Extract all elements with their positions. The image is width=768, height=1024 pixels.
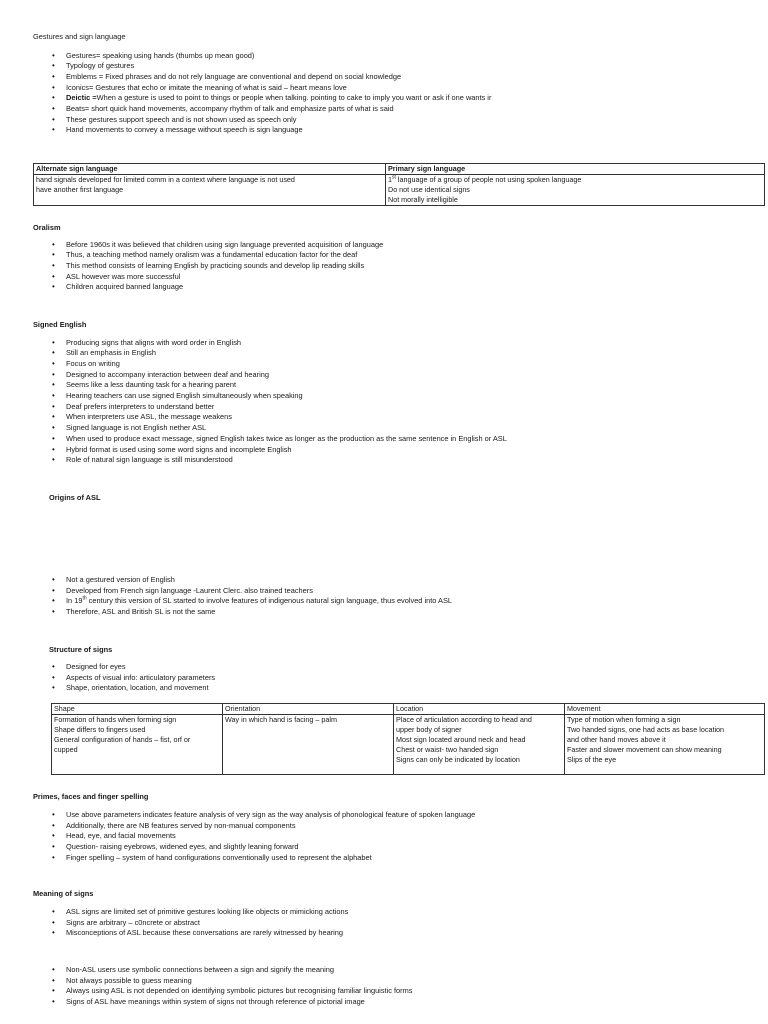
list-item: • Thus, a teaching method namely oralism was a fundamental education factor for the deaf: [33, 250, 383, 261]
intro-bullet-list: [33, 51, 491, 137]
oralism-bullet-list: [33, 240, 383, 294]
origins-bullet-list: [33, 575, 452, 618]
list-item: • Misconceptions of ASL because these conversations are rarely witnessed by hearing: [33, 928, 348, 939]
list-item: • Emblems = Fixed phrases and do not rely language are conventional and depend on social knowledge: [33, 72, 491, 83]
structure-bullet-list: [33, 662, 215, 694]
table-cell: Type of motion when forming a sign Two handed signs, one had acts as base location and other hand moves above it Faster and slower movement can show meaning Slips of the eye: [565, 715, 765, 775]
primes-bullet-list: [33, 810, 475, 864]
table-header: Orientation: [223, 704, 394, 715]
list-item: • Always using ASL is not depended on identifying symbolic pictures but recognising familiar linguistic forms: [33, 986, 412, 997]
list-item: • Use above parameters indicates feature analysis of very sign as the way analysis of phonological feature of spoken language: [33, 810, 475, 821]
list-item: • Aspects of visual info: articulatory parameters: [33, 673, 215, 684]
meaning-bullet-list-b: [33, 965, 412, 1008]
list-item: • Head, eye, and facial movements: [33, 831, 475, 842]
deictic-term: Deictic =: [66, 93, 97, 103]
sign-language-types-table: [33, 163, 765, 206]
table-header: Movement: [565, 704, 765, 715]
list-item: • These gestures support speech and is not shown used as speech only: [33, 115, 491, 126]
section-heading-meaning-of-signs: Meaning of signs: [33, 889, 94, 898]
page-title: Gestures and sign language: [33, 32, 126, 41]
list-item: • Therefore, ASL and British SL is not the same: [33, 607, 452, 618]
list-item: • Hearing teachers can use signed English simultaneously when speaking: [33, 391, 507, 402]
list-item: • Developed from French sign language -Laurent Clerc. also trained teachers: [33, 586, 452, 597]
section-heading-signed-english: Signed English: [33, 320, 87, 329]
list-item: • Gestures= speaking using hands (thumbs up mean good): [33, 51, 491, 62]
table-cell: Place of articulation according to head and upper body of signer Most sign located around neck and head Chest or waist- two handed sign Signs can only be indicated by location: [394, 715, 565, 775]
table-cell: Formation of hands when forming sign Shape differs to fingers used General configuration of hands – fist, orf or cupped: [52, 715, 223, 775]
list-item: • Signed language is not English nether ASL: [33, 423, 507, 434]
list-item: • In 19th century this version of SL started to involve features of indigenous natural sign language, thus evolved into ASL: [33, 596, 452, 607]
table-header: Primary sign language: [386, 164, 765, 175]
list-item: • Deictic =When a gesture is used to point to things or people when talking. pointing to cake to imply you want or ask if one wants ir: [33, 93, 491, 104]
section-heading-origins-of-asl: Origins of ASL: [49, 493, 101, 502]
table-cell: hand signals developed for limited comm in a context where language is not used have another first language: [34, 175, 386, 206]
list-item: • Seems like a less daunting task for a hearing parent: [33, 380, 507, 391]
list-item: • Before 1960s it was believed that children using sign language prevented acquisition of language: [33, 240, 383, 251]
section-heading-primes: Primes, faces and finger spelling: [33, 792, 149, 801]
list-item: • Shape, orientation, location, and movement: [33, 683, 215, 694]
list-item: • Iconics= Gestures that echo or imitate the meaning of what is said – heart means love: [33, 83, 491, 94]
list-item: • ASL however was more successful: [33, 272, 383, 283]
list-item: • Still an emphasis in English: [33, 348, 507, 359]
meaning-bullet-list-a: [33, 907, 348, 939]
list-item: • Not always possible to guess meaning: [33, 976, 412, 987]
list-item: • Non-ASL users use symbolic connections between a sign and signify the meaning: [33, 965, 412, 976]
list-item: • Finger spelling – system of hand configurations conventionally used to represent the alphabet: [33, 853, 475, 864]
table-cell: 1st language of a group of people not using spoken language Do not use identical signs Not morally intelligible: [386, 175, 765, 206]
list-item: • Signs of ASL have meanings within system of signs not through reference of pictorial image: [33, 997, 412, 1008]
section-heading-structure-of-signs: Structure of signs: [49, 645, 113, 654]
table-header: Alternate sign language: [34, 164, 386, 175]
list-item: • Focus on writing: [33, 359, 507, 370]
list-item: • Designed to accompany interaction between deaf and hearing: [33, 370, 507, 381]
list-item: • This method consists of learning English by practicing sounds and develop lip reading skills: [33, 261, 383, 272]
list-item: • Producing signs that aligns with word order in English: [33, 338, 507, 349]
list-item: • ASL signs are limited set of primitive gestures looking like objects or mimicking actions: [33, 907, 348, 918]
section-heading-oralism: Oralism: [33, 223, 61, 232]
signed-english-bullet-list: [33, 338, 507, 466]
list-item: • Hybrid format is used using some word signs and incomplete English: [33, 445, 507, 456]
list-item: • Signs are arbitrary – c0ncrete or abstract: [33, 918, 348, 929]
table-header: Shape: [52, 704, 223, 715]
list-item: • Not a gestured version of English: [33, 575, 452, 586]
table-cell: Way in which hand is facing – palm: [223, 715, 394, 775]
list-item: • Beats= short quick hand movements, accompany rhythm of talk and emphasize parts of what is said: [33, 104, 491, 115]
list-item: • When used to produce exact message, signed English takes twice as longer as the production as the same sentence in English or ASL: [33, 434, 507, 445]
sign-parameters-table: [51, 703, 765, 775]
list-item: • When interpreters use ASL, the message weakens: [33, 412, 507, 423]
list-item: • Designed for eyes: [33, 662, 215, 673]
table-header: Location: [394, 704, 565, 715]
list-item: • Children acquired banned language: [33, 282, 383, 293]
list-item: • Hand movements to convey a message without speech is sign language: [33, 125, 491, 136]
list-item: • Typology of gestures: [33, 61, 491, 72]
list-item: • Role of natural sign language is still misunderstood: [33, 455, 507, 466]
list-item: • Deaf prefers interpreters to understand better: [33, 402, 507, 413]
list-item: • Additionally, there are NB features served by non-manual components: [33, 821, 475, 832]
list-item: • Question- raising eyebrows, widened eyes, and slightly leaning forward: [33, 842, 475, 853]
